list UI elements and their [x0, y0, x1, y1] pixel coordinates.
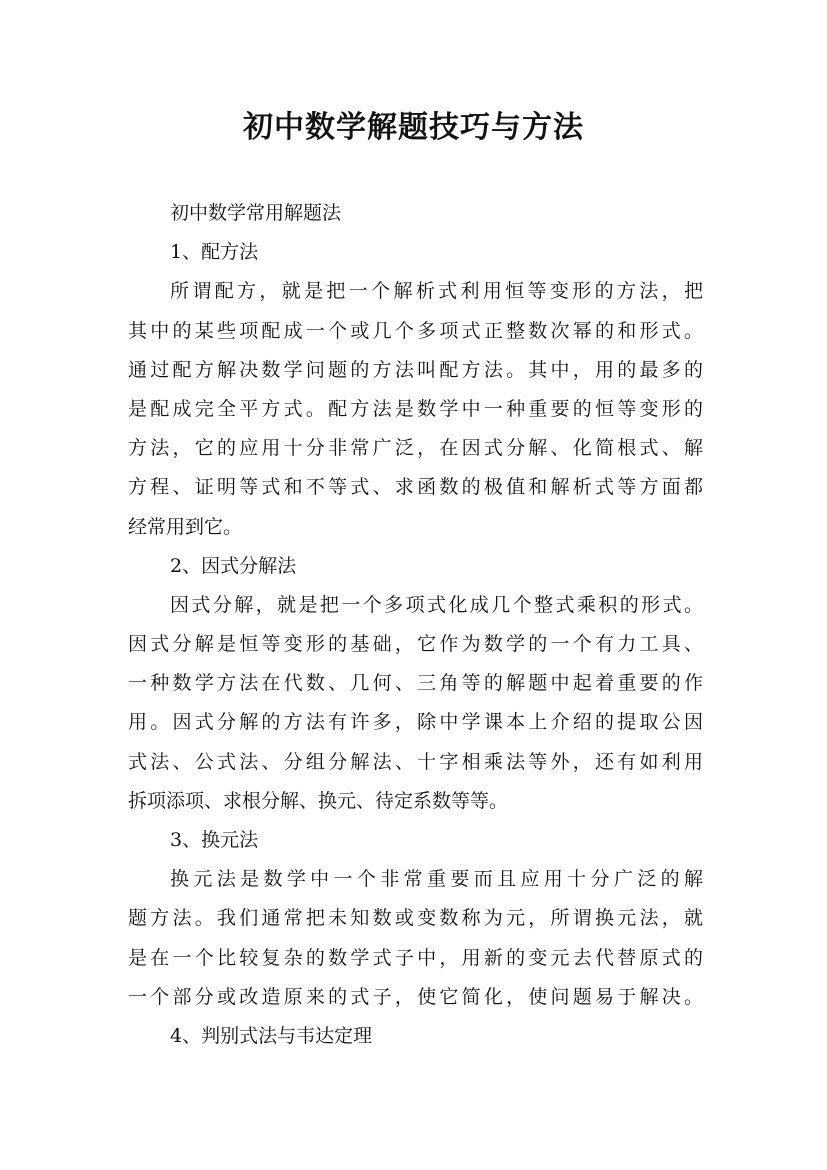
paragraph-line: 因式分解，就是把一个多项式化成几个整式乘积的形式。	[170, 593, 703, 616]
section-heading: 1、配方法	[170, 241, 259, 264]
paragraph-line: 因式分解是恒等变形的基础，它作为数学的一个有力工具、	[128, 633, 703, 656]
section-heading: 2、因式分解法	[170, 554, 297, 577]
section-heading: 4、判别式法与韦达定理	[170, 1024, 373, 1047]
paragraph-line: 方法，它的应用十分非常广泛，在因式分解、化简根式、解	[128, 437, 703, 460]
section-heading: 3、换元法	[170, 829, 259, 851]
paragraph-line: 所谓配方，就是把一个解析式利用恒等变形的方法，把	[170, 280, 703, 303]
paragraph-line: 拆项添项、求根分解、换元、待定系数等等。	[128, 789, 509, 812]
section-heading: 初中数学常用解题法	[170, 202, 342, 224]
paragraph-line: 方程、证明等式和不等式、求函数的极值和解析式等方面都	[128, 476, 703, 499]
paragraph-line: 一种数学方法在代数、几何、三角等的解题中起着重要的作	[128, 672, 703, 695]
paragraph-line: 换元法是数学中一个非常重要而且应用十分广泛的解	[170, 868, 703, 891]
paragraph-line: 题方法。我们通常把未知数或变数称为元，所谓换元法，就	[128, 907, 703, 930]
paragraph-line: 经常用到它。	[128, 515, 243, 538]
paragraph-line: 用。因式分解的方法有许多，除中学课本上介绍的提取公因	[128, 711, 703, 734]
document-body	[128, 194, 703, 1056]
paragraph-line: 一个部分或改造原来的式子，使它简化，使问题易于解决。	[128, 985, 703, 1008]
paragraph-line: 是配成完全平方式。配方法是数学中一种重要的恒等变形的	[128, 397, 703, 420]
paragraph-line: 是在一个比较复杂的数学式子中，用新的变元去代替原式的	[128, 946, 703, 969]
paragraph-line: 其中的某些项配成一个或几个多项式正整数次幂的和形式。	[128, 319, 703, 342]
page-title: 初中数学解题技巧与方法	[243, 110, 584, 145]
paragraph-line: 通过配方解决数学问题的方法叫配方法。其中，用的最多的	[128, 358, 703, 381]
paragraph-line: 式法、公式法、分组分解法、十字相乘法等外，还有如利用	[128, 750, 703, 773]
